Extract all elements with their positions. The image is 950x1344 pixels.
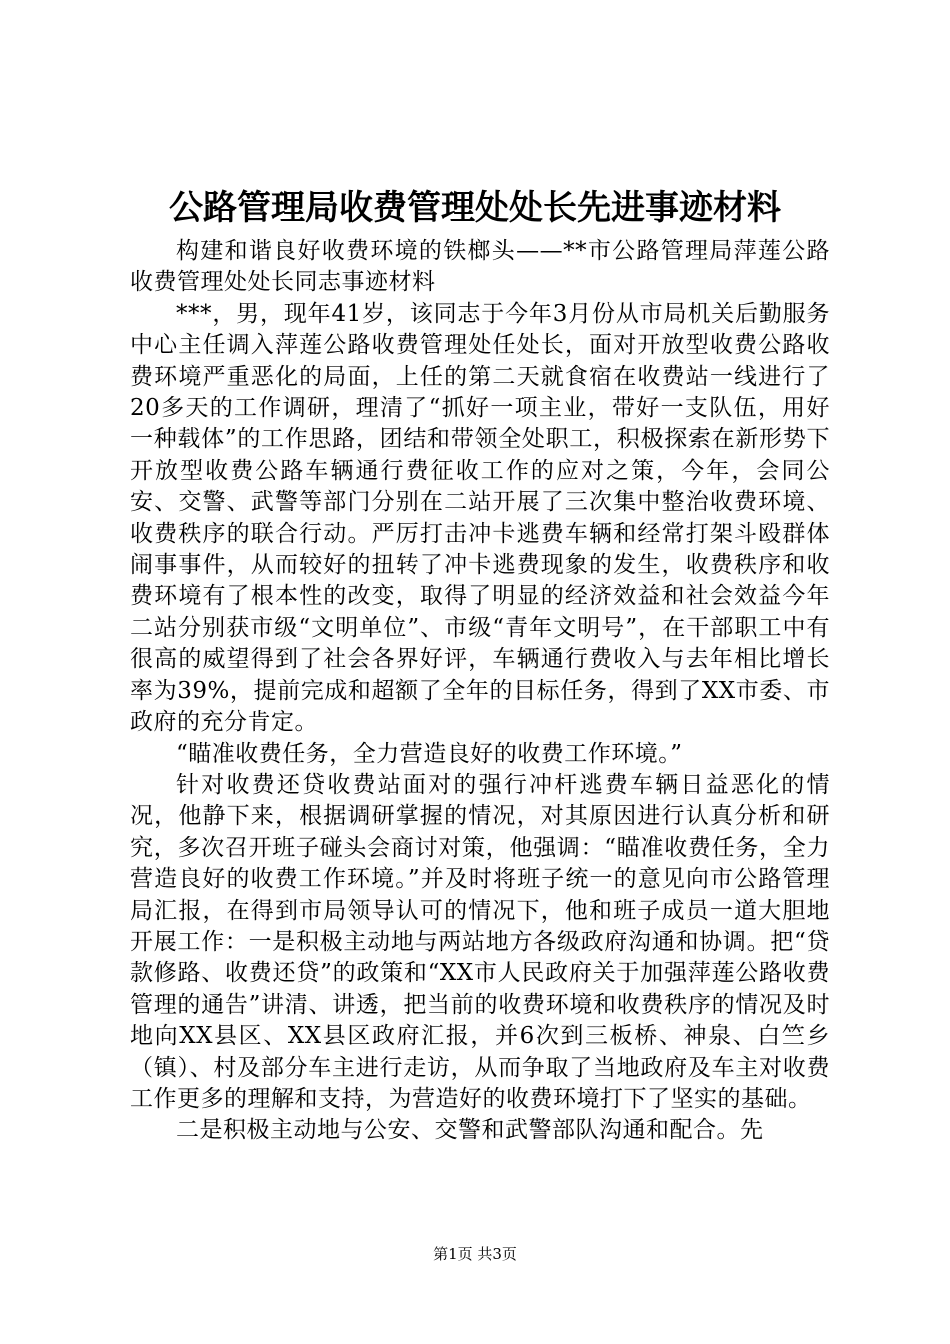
page-number-footer: 第1页 共3页 <box>433 1245 517 1263</box>
paragraph-second-measure: 二是积极主动地与公安、交警和武警部队沟通和配合。先 <box>176 1117 764 1144</box>
paragraph-measures: 针对收费还贷收费站面对的强行冲杆逃费车辆日益恶化的情况，他静下来，根据调研掌握的情况，对其原因进行认真分析和研究，多次召开班子碰头会商讨对策，他强调：“瞄准收费任务，全力营造良好的收费工作环境。”并及时将班子统一的意见向市公路管理局汇报，在得到市局领导认可的情况下，他和班子成员一道大胆地开展工作：一是积极主动地与两站地方各级政府沟通和协调。把“贷款修路、收费还贷”的政策和“XX市人民政府关于加强萍莲公路收费管理的通告”讲清、讲透，把当前的收费环境和收费秩序的情况及时地向XX县区、XX县区政府汇报，并6次到三板桥、神泉、白竺乡（镇）、村及部分车主进行走访，从而争取了当地政府及车主对收费工作更多的理解和支持，为营造好的收费环境打下了坚实的基础。 <box>130 771 830 1112</box>
paragraph-subtitle: 构建和谐良好收费环境的铁榔头——**市公路管理局萍莲公路收费管理处处长同志事迹材料 <box>130 238 830 296</box>
paragraph-intro: ***，男，现年41岁，该同志于今年3月份从市局机关后勤服务中心主任调入萍莲公路收费管理处任处长，面对开放型收费公路收费环境严重恶化的局面，上任的第二天就食宿在收费站一线进行了20多天的工作调研，理清了“抓好一项主业，带好一支队伍，用好一种载体”的工作思路，团结和带领全处职工，积极探索在新形势下开放型收费公路车辆通行费征收工作的应对之策，今年，会同公安、交警、武警等部门分别在二站开展了三次集中整治收费环境、收费秩序的联合行动。严厉打击冲卡逃费车辆和经常打架斗殴群体闹事事件，从而较好的扭转了冲卡逃费现象的发生，收费秩序和收费环境有了根本性的改变，取得了明显的经济效益和社会效益今年二站分别获市级“文明单位”、市级“青年文明号”，在干部职工中有很高的威望得到了社会各界好评，车辆通行费收入与去年相比增长率为39%，提前完成和超额了全年的目标任务，得到了XX市委、市政府的充分肯定。 <box>130 300 830 736</box>
paragraph-slogan: “瞄准收费任务，全力营造良好的收费工作环境。” <box>176 740 683 767</box>
document-body <box>130 236 830 1147</box>
document-title: 公路管理局收费管理处处长先进事迹材料 <box>169 188 781 228</box>
